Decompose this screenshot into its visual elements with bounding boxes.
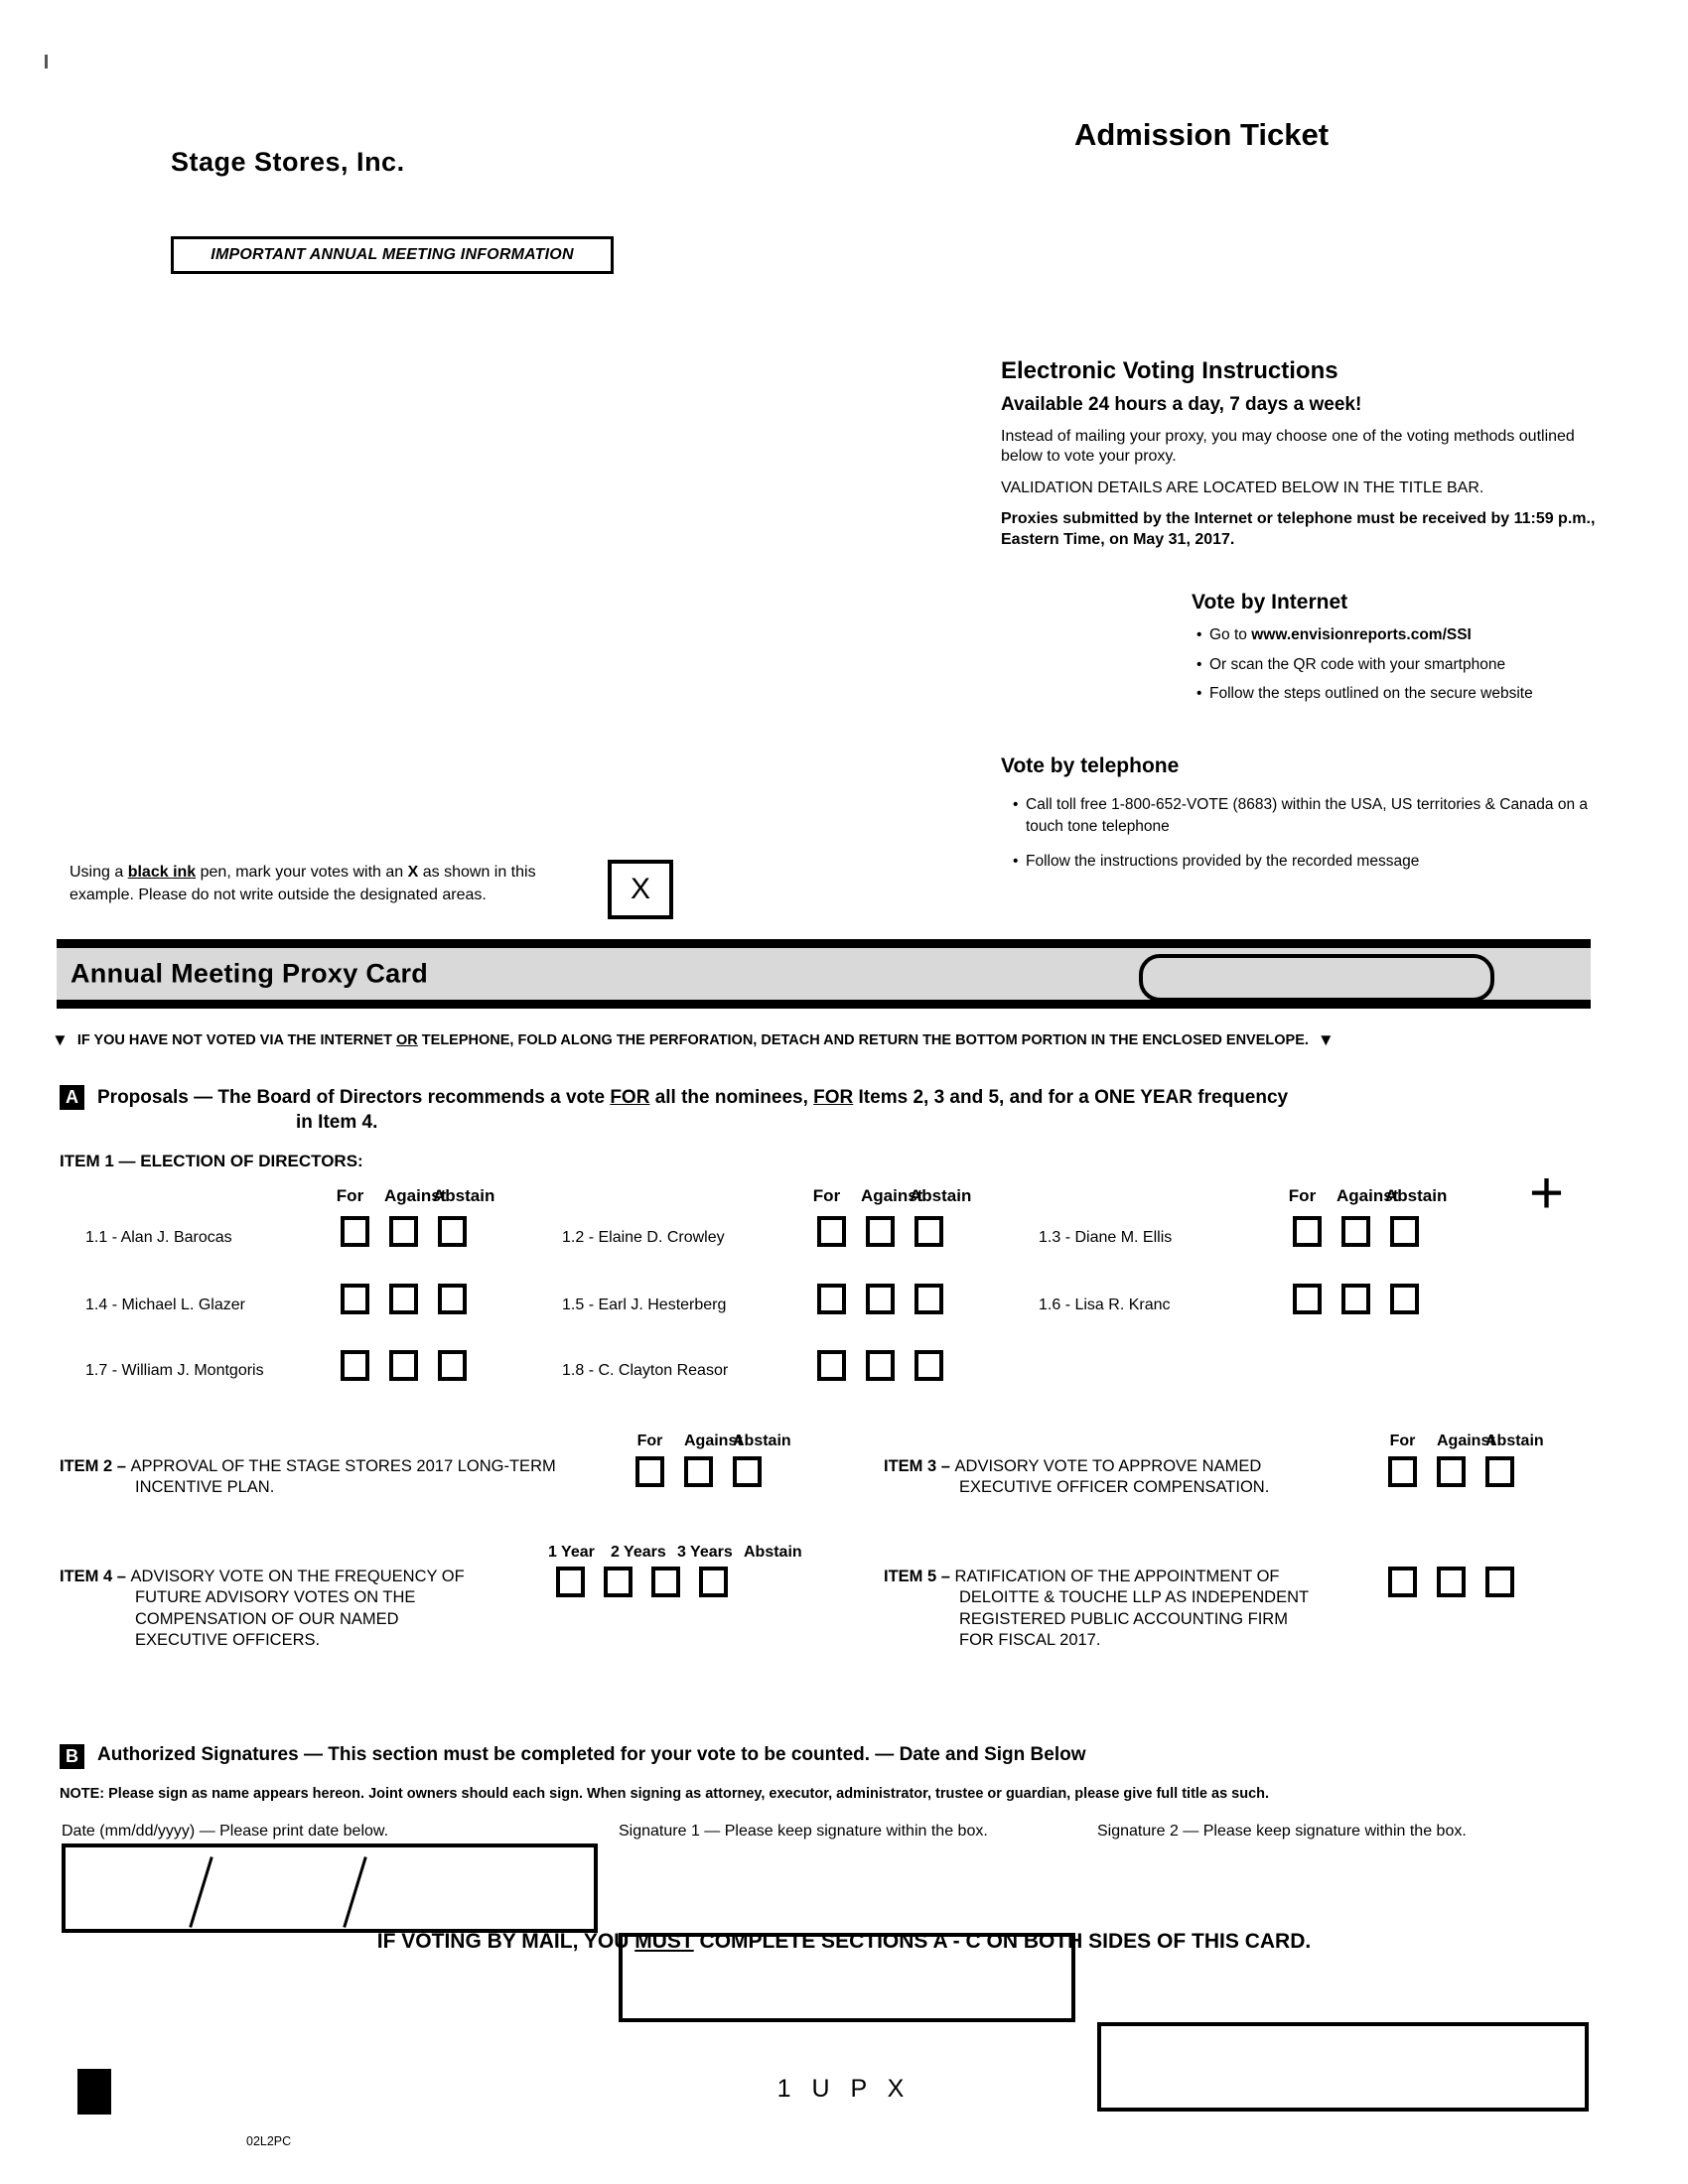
important-meeting-info-text: IMPORTANT ANNUAL MEETING INFORMATION <box>211 246 574 263</box>
evi-validation-note: VALIDATION DETAILS ARE LOCATED BELOW IN THE TITLE BAR. <box>1001 478 1484 496</box>
nominee-name: 1.1 - Alan J. Barocas <box>85 1229 232 1246</box>
checkbox-abstain[interactable] <box>914 1216 943 1247</box>
evi-deadline: Proxies submitted by the Internet or telephone must be received by 11:59 p.m., Eastern Time, on May 31, 2017. <box>1001 509 1596 548</box>
section-a-line1-mid: all the nominees, <box>649 1087 814 1108</box>
checkbox-for[interactable] <box>817 1350 846 1381</box>
job-code: 02L2PC <box>246 2134 292 2148</box>
col-header-abstain: Abstain <box>1485 1433 1544 1449</box>
item4-line2: FUTURE ADVISORY VOTES ON THE <box>135 1588 416 1607</box>
evi-heading: Electronic Voting Instructions <box>1001 357 1338 384</box>
vote-by-telephone-heading: Vote by telephone <box>1001 754 1180 777</box>
item4-label <box>60 1567 556 1652</box>
telephone-bullet-2: Follow the instructions provided by the recorded message <box>1026 852 1420 870</box>
col-header-against: Against <box>384 1186 447 1205</box>
checkbox-against[interactable] <box>866 1216 895 1247</box>
checkbox-abstain[interactable] <box>1485 1567 1514 1597</box>
col-header-for: For <box>636 1433 663 1449</box>
section-b-heading: Authorized Signatures — This section must be completed for your vote to be counted. — Date and Sign Below <box>97 1744 1086 1765</box>
electronic-voting-instructions <box>1001 357 1597 557</box>
item3-checkboxes <box>1388 1456 1514 1487</box>
registration-tick <box>45 55 48 68</box>
bullet-icon: • <box>1196 655 1202 673</box>
vote-by-internet-bullets <box>1196 627 1614 716</box>
section-a-line1-pre: Proposals — The Board of Directors recommends a vote <box>97 1087 611 1108</box>
section-a-for-2: FOR <box>813 1087 854 1108</box>
col-header-abstain: Abstain <box>733 1433 791 1449</box>
section-a-line1-post: Items 2, 3 and 5, and for a ONE YEAR frequency <box>853 1087 1289 1108</box>
vote-checkboxes-1.2 <box>817 1216 943 1247</box>
nominee-name: 1.4 - Michael L. Glazer <box>85 1297 245 1313</box>
nominee-name: 1.8 - C. Clayton Reasor <box>562 1362 729 1379</box>
company-name: Stage Stores, Inc. <box>171 147 405 177</box>
item2-label <box>60 1456 616 1499</box>
section-a-line2: in Item 4. <box>296 1112 378 1134</box>
col-header-1-year: 1 Year <box>548 1544 595 1561</box>
vote-checkboxes-1.7 <box>341 1350 467 1381</box>
black-ink-x: X <box>407 864 419 881</box>
section-b-header <box>60 1744 1086 1769</box>
admission-ticket-title: Admission Ticket <box>1073 117 1330 152</box>
item3-line2: EXECUTIVE OFFICER COMPENSATION. <box>959 1478 1270 1497</box>
vote-checkboxes-1.6 <box>1293 1284 1419 1314</box>
vote-checkboxes-1.8 <box>817 1350 943 1381</box>
black-ink-instruction <box>70 862 576 906</box>
internet-bullet-1-pre: Go to <box>1209 626 1252 643</box>
checkbox-against[interactable] <box>1437 1456 1466 1487</box>
item4-column-headers <box>548 1544 802 1562</box>
list-item <box>1013 851 1609 873</box>
checkbox-for[interactable] <box>635 1456 664 1487</box>
checkbox-against[interactable] <box>684 1456 713 1487</box>
item1-column-headers-col2 <box>812 1186 972 1206</box>
checkbox-2-years[interactable] <box>604 1567 633 1597</box>
checkbox-against[interactable] <box>866 1350 895 1381</box>
nominee-name: 1.2 - Elaine D. Crowley <box>562 1229 725 1246</box>
col-header-abstain: Abstain <box>744 1544 802 1561</box>
item3-column-headers <box>1388 1433 1544 1450</box>
barcode-text: 1 U P X <box>776 2075 912 2103</box>
checkbox-for[interactable] <box>341 1216 369 1247</box>
item4-line3: COMPENSATION OF OUR NAMED <box>135 1609 399 1628</box>
checkbox-against[interactable] <box>389 1216 418 1247</box>
section-a-for-1: FOR <box>610 1087 650 1108</box>
item5-label <box>884 1567 1370 1652</box>
triangle-down-icon-left: ▼ <box>52 1030 69 1049</box>
black-ink-emphasis: black ink <box>127 864 197 881</box>
checkbox-abstain[interactable] <box>914 1350 943 1381</box>
checkbox-for[interactable] <box>1388 1456 1417 1487</box>
checkbox-abstain[interactable] <box>438 1216 467 1247</box>
col-header-2-years: 2 Years <box>611 1544 666 1561</box>
col-header-abstain: Abstain <box>433 1186 495 1205</box>
col-header-3-years: 3 Years <box>677 1544 733 1561</box>
checkbox-for[interactable] <box>817 1216 846 1247</box>
date-input-box[interactable] <box>62 1843 598 1933</box>
col-header-against: Against <box>684 1433 743 1449</box>
mail-voting-note <box>0 1930 1688 1954</box>
evi-subheading: Available 24 hours a day, 7 days a week! <box>1001 394 1362 415</box>
nominee-name: 1.6 - Lisa R. Kranc <box>1039 1297 1171 1313</box>
perforation-or: OR <box>396 1031 418 1048</box>
signature-2-label: Signature 2 — Please keep signature within the box. <box>1097 1823 1467 1840</box>
col-header-abstain: Abstain <box>910 1186 972 1205</box>
mail-note-pre: IF VOTING BY MAIL, YOU <box>376 1930 635 1953</box>
date-separator-slash-2 <box>343 1856 367 1928</box>
checkbox-for[interactable] <box>1388 1567 1417 1597</box>
item4-checkboxes <box>556 1567 728 1597</box>
date-separator-slash-1 <box>189 1856 213 1928</box>
evi-intro: Instead of mailing your proxy, you may choose one of the voting methods outlined below to vote your proxy. <box>1001 428 1575 466</box>
item5-line4: FOR FISCAL 2017. <box>959 1631 1101 1650</box>
checkbox-abstain[interactable] <box>1485 1456 1514 1487</box>
black-ink-part3: as shown in this example. Please do not write outside the designated areas. <box>70 864 536 903</box>
example-x-glyph: X <box>630 873 650 905</box>
item4-number: ITEM 4 – <box>60 1568 131 1585</box>
item1-column-headers-col3 <box>1288 1186 1448 1206</box>
black-ink-part1: Using a <box>70 864 128 881</box>
item3-line1: ADVISORY VOTE TO APPROVE NAMED <box>954 1457 1262 1475</box>
important-meeting-info-banner <box>171 236 614 274</box>
col-header-for: For <box>812 1186 841 1205</box>
checkbox-abstain[interactable] <box>438 1284 467 1314</box>
item2-number: ITEM 2 – <box>60 1457 131 1475</box>
item3-label <box>884 1456 1360 1499</box>
title-bar <box>57 939 1591 1009</box>
nominee-name: 1.7 - William J. Montgoris <box>85 1362 264 1379</box>
mail-note-must: MUST <box>634 1930 694 1953</box>
section-a-header <box>60 1085 1549 1135</box>
checkbox-for[interactable] <box>1293 1284 1322 1314</box>
triangle-down-icon-right: ▼ <box>1317 1030 1335 1049</box>
nominee-name: 1.5 - Earl J. Hesterberg <box>562 1297 727 1313</box>
envision-reports-url[interactable]: www.envisionreports.com/SSI <box>1251 626 1472 643</box>
checkbox-abstain[interactable] <box>438 1350 467 1381</box>
bullet-icon: • <box>1013 852 1019 870</box>
checkbox-abstain[interactable] <box>699 1567 728 1597</box>
checkbox-1-year[interactable] <box>556 1567 585 1597</box>
telephone-bullet-1: Call toll free 1-800-652-VOTE (8683) within the USA, US territories & Canada on a touch tone telephone <box>1026 796 1589 836</box>
checkbox-for[interactable] <box>817 1284 846 1314</box>
registration-plus-icon-top: + <box>1529 1160 1565 1226</box>
vote-by-internet-heading: Vote by Internet <box>1192 591 1348 614</box>
checkbox-against[interactable] <box>1437 1567 1466 1597</box>
checkbox-abstain[interactable] <box>1390 1284 1419 1314</box>
checkbox-against[interactable] <box>866 1284 895 1314</box>
checkbox-abstain[interactable] <box>733 1456 762 1487</box>
section-b-letter: B <box>60 1744 84 1769</box>
perforation-part2: TELEPHONE, FOLD ALONG THE PERFORATION, DETACH AND RETURN THE BOTTOM PORTION IN THE ENCLOSED ENVELOPE. <box>417 1031 1309 1048</box>
list-item <box>1196 657 1614 673</box>
item1-column-headers-col1 <box>336 1186 495 1206</box>
proxy-card-title: Annual Meeting Proxy Card <box>70 958 429 989</box>
checkbox-against[interactable] <box>389 1284 418 1314</box>
item5-line3: REGISTERED PUBLIC ACCOUNTING FIRM <box>959 1609 1288 1628</box>
internet-bullet-3: Follow the steps outlined on the secure website <box>1209 685 1533 702</box>
perforation-note <box>52 1031 1640 1048</box>
vote-by-telephone-bullets <box>1013 794 1609 885</box>
bullet-icon: • <box>1196 626 1202 643</box>
example-mark-box <box>608 860 673 919</box>
item1-heading: ITEM 1 — ELECTION OF DIRECTORS: <box>60 1152 363 1170</box>
vote-checkboxes-1.3 <box>1293 1216 1419 1247</box>
col-header-for: For <box>336 1186 364 1205</box>
item4-line1: ADVISORY VOTE ON THE FREQUENCY OF <box>130 1568 465 1585</box>
black-ink-part2: pen, mark your votes with an <box>196 864 408 881</box>
title-bar-body <box>57 948 1591 1000</box>
col-header-abstain: Abstain <box>1385 1186 1448 1205</box>
date-field-label: Date (mm/dd/yyyy) — Please print date below. <box>62 1823 389 1840</box>
checkbox-for[interactable] <box>1293 1216 1322 1247</box>
item3-number: ITEM 3 – <box>884 1457 955 1475</box>
col-header-against: Against <box>1336 1186 1399 1205</box>
item4-line4: EXECUTIVE OFFICERS. <box>135 1631 321 1650</box>
mail-note-post: COMPLETE SECTIONS A - C ON BOTH SIDES OF THIS CARD. <box>693 1930 1312 1953</box>
checkbox-for[interactable] <box>341 1284 369 1314</box>
title-bar-top-band <box>57 939 1591 948</box>
checkbox-against[interactable] <box>1341 1216 1370 1247</box>
col-header-for: For <box>1389 1433 1416 1449</box>
checkbox-abstain[interactable] <box>1390 1216 1419 1247</box>
checkbox-3-years[interactable] <box>651 1567 680 1597</box>
checkbox-against[interactable] <box>1341 1284 1370 1314</box>
signature-1-label: Signature 1 — Please keep signature within the box. <box>619 1823 988 1840</box>
item5-number: ITEM 5 – <box>884 1568 955 1585</box>
perforation-part1: IF YOU HAVE NOT VOTED VIA THE INTERNET <box>76 1031 397 1048</box>
item2-line2: INCENTIVE PLAN. <box>135 1478 275 1497</box>
internet-bullet-2: Or scan the QR code with your smartphone <box>1209 655 1506 673</box>
bullet-icon: • <box>1013 796 1019 813</box>
col-header-against: Against <box>1437 1433 1495 1449</box>
item5-line2: DELOITTE & TOUCHE LLP AS INDEPENDENT <box>959 1588 1310 1607</box>
bullet-icon: • <box>1196 685 1202 702</box>
list-item <box>1013 794 1609 839</box>
vote-checkboxes-1.1 <box>341 1216 467 1247</box>
item5-line1: RATIFICATION OF THE APPOINTMENT OF <box>954 1568 1280 1585</box>
item2-column-headers <box>635 1433 791 1450</box>
list-item <box>1196 627 1614 643</box>
vote-checkboxes-1.5 <box>817 1284 943 1314</box>
checkbox-abstain[interactable] <box>914 1284 943 1314</box>
section-a-letter: A <box>60 1085 84 1110</box>
validation-pill-field <box>1139 954 1494 1002</box>
item2-checkboxes <box>635 1456 762 1487</box>
list-item <box>1196 686 1614 702</box>
item2-line1: APPROVAL OF THE STAGE STORES 2017 LONG-TERM <box>130 1457 556 1475</box>
item5-checkboxes <box>1388 1567 1514 1597</box>
section-b-note: NOTE: Please sign as name appears hereon. Joint owners should each sign. When signing as attorney, executor, administrator, trustee or guardian, please give full title as such. <box>60 1786 1270 1802</box>
checkbox-for[interactable] <box>341 1350 369 1381</box>
col-header-for: For <box>1288 1186 1317 1205</box>
vote-checkboxes-1.4 <box>341 1284 467 1314</box>
nominee-name: 1.3 - Diane M. Ellis <box>1039 1229 1173 1246</box>
checkbox-against[interactable] <box>389 1350 418 1381</box>
col-header-against: Against <box>861 1186 923 1205</box>
